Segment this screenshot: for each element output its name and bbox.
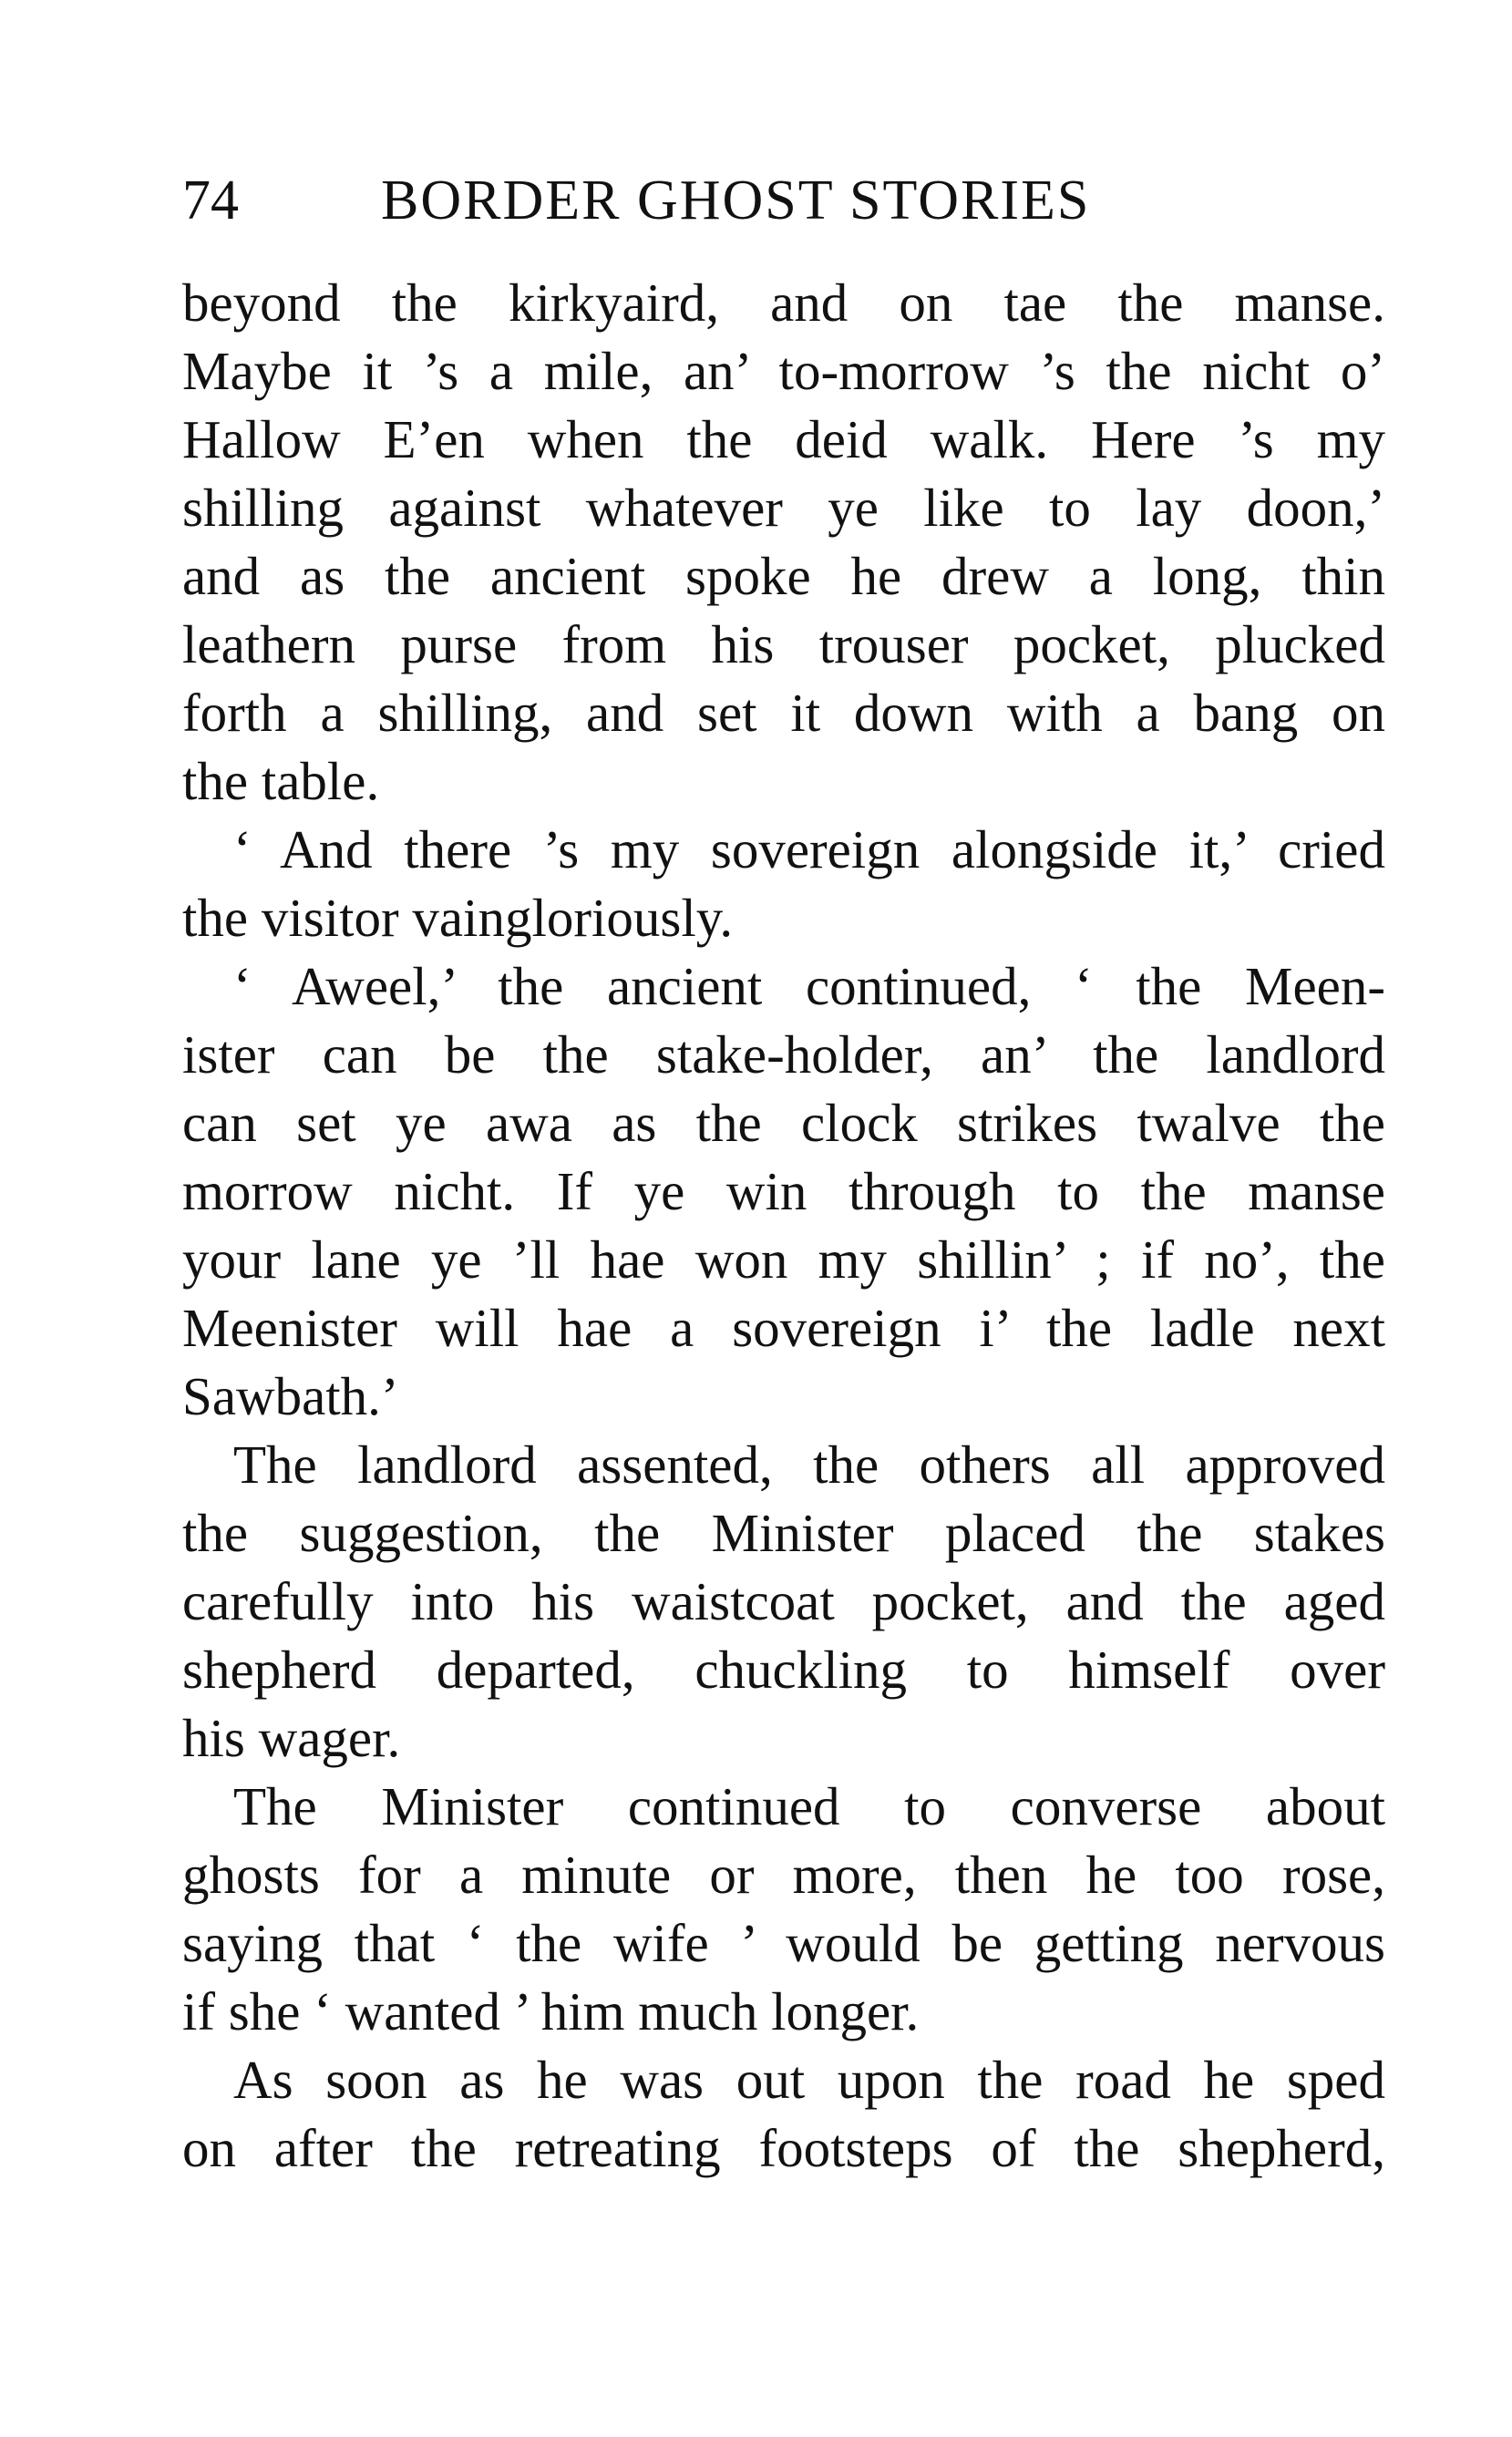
text-line: on after the retreating footsteps of the shepherd, [182, 2118, 1385, 2178]
text-line: morrow nicht. If ye win through to the manse [182, 1161, 1385, 1221]
text-line: the table. [182, 751, 380, 811]
text-line: Meenister will hae a sovereign i’ the ladle next [182, 1298, 1385, 1358]
text-line: and as the ancient spoke he drew a long, thin [182, 546, 1385, 606]
text-line: ‘ Aweel,’ the ancient continued, ‘ the Meen- [233, 956, 1385, 1016]
text-line: Sawbath.’ [182, 1366, 399, 1426]
text-line: ghosts for a minute or more, then he too rose, [182, 1845, 1385, 1905]
text-line: As soon as he was out upon the road he sped [233, 2050, 1385, 2110]
text-line: ister can be the stake-holder, an’ the landlord [182, 1024, 1385, 1085]
text-line: forth a shilling, and set it down with a bang on [182, 683, 1385, 743]
text-line: The landlord assented, the others all approved [233, 1434, 1385, 1495]
running-head [182, 164, 1367, 237]
text-line: can set ye awa as the clock strikes twalve the [182, 1093, 1385, 1153]
text-line: Hallow E’en when the deid walk. Here ’s my [182, 409, 1385, 469]
text-line: saying that ‘ the wife ’ would be getting nervous [182, 1913, 1385, 1973]
page-number: 74 [182, 170, 239, 231]
text-line: ‘ And there ’s my sovereign alongside it,’ cried [233, 819, 1385, 879]
text-line: Maybe it ’s a mile, an’ to-morrow ’s the nicht o’ [182, 341, 1385, 401]
text-line: his wager. [182, 1708, 401, 1768]
text-line: The Minister continued to converse about [233, 1776, 1385, 1836]
text-line: if she ‘ wanted ’ him much longer. [182, 1981, 920, 2041]
text-line: shilling against whatever ye like to lay doon,’ [182, 478, 1385, 538]
text-line: carefully into his waistcoat pocket, and the aged [182, 1571, 1385, 1631]
text-line: shepherd departed, chuckling to himself over [182, 1640, 1385, 1700]
book-title: BORDER GHOST STORIES [381, 170, 1091, 231]
text-line: beyond the kirkyaird, and on tae the manse. [182, 272, 1385, 333]
body-text [182, 269, 1385, 2183]
text-line: the suggestion, the Minister placed the stakes [182, 1503, 1385, 1563]
text-line: the visitor vaingloriously. [182, 888, 734, 948]
text-line: your lane ye ’ll hae won my shillin’ ; if no’, the [182, 1229, 1385, 1290]
text-line: leathern purse from his trouser pocket, plucked [182, 614, 1385, 674]
